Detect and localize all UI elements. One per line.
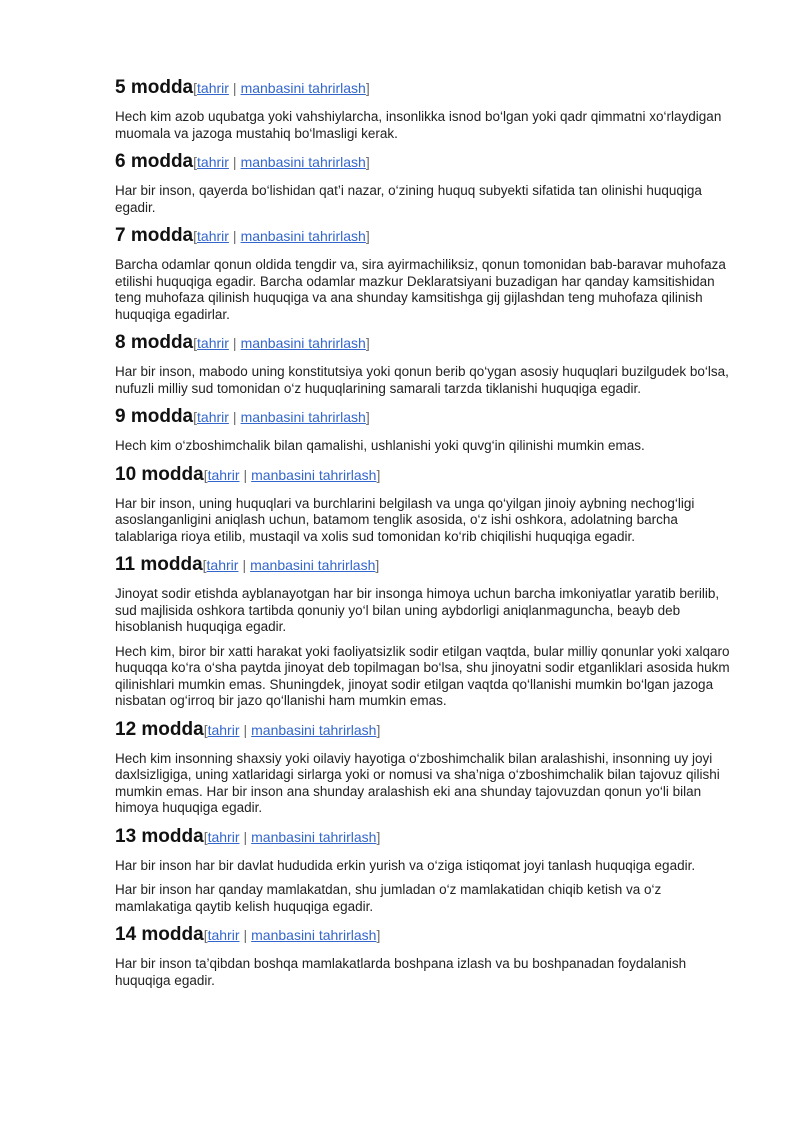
article-title: 11 modda	[115, 554, 203, 575]
edit-links: [tahrir | manbasini tahrirlash]	[202, 557, 380, 573]
edit-links: [tahrir | manbasini tahrirlash]	[203, 721, 381, 738]
article-heading	[115, 331, 735, 355]
article-heading	[115, 224, 735, 248]
article-title: 8 modda	[115, 332, 194, 353]
edit-links: [tahrir | manbasini tahrirlash]	[193, 154, 370, 170]
article-paragraph: Hech kim insonning shaxsiy yoki oilaviy hayotiga o‘zboshimchalik bilan aralashishi, insonning uy joyi daxlsizligiga, uning xatlaridagi sirlarga yoki or nomusi va sha’niga o‘zboshimchalik bilan tajovuz qilishi mumkin emas. Har bir inson ana shunday aralashish eki ana shunday tajovuzdan qonun yo‘li bilan himoya huquqiga egadir.	[115, 750, 720, 815]
article-paragraph: Jinoyat sodir etishda ayblanayotgan har bir insonga himoya uchun barcha imkoniyatlar yaratib berilib, sud majlisida oshkora tartibda qonuniy yo‘l bilan uning aybdorligi aniqlanmaguncha, beayb deb hisoblanish huquqiga egadir.	[115, 586, 720, 634]
edit-source-link[interactable]: manbasini tahrirlash	[250, 557, 376, 573]
edit-link[interactable]: tahrir	[197, 409, 229, 425]
edit-link[interactable]: tahrir	[197, 335, 229, 351]
article-paragraph: Barcha odamlar qonun oldida tengdir va, sira ayirmachiliksiz, qonun tomonidan bab-baravar muhofaza etilishi huquqiga egadir. Barcha odamlar mazkur Deklaratsiyani buzadigan har qanday kamsitishidan teng muhofaza qilinish huquqiga va ana shunday kamsitishga gij gijlashdan teng muhofaza qilinish huquqiga egadirlar.	[115, 257, 726, 322]
article-11	[115, 553, 735, 710]
article-heading	[115, 463, 735, 487]
article-paragraph: Hech kim o‘zboshimchalik bilan qamalishi, ushlanishi yoki quvg‘in qilinishi mumkin emas.	[115, 438, 645, 453]
article-10	[115, 463, 735, 546]
article-paragraph: Hech kim azob uqubatga yoki vahshiylarcha, insonlikka isnod bo‘lgan yoki qadr qimmatni xo‘rlaydigan muomala va jazoga mustahiq bo‘lmasligi kerak.	[115, 109, 722, 141]
document-page	[115, 76, 735, 997]
article-12	[115, 718, 735, 817]
article-heading	[115, 825, 735, 849]
article-heading	[115, 718, 735, 742]
article-title: 12 modda	[115, 718, 204, 740]
article-title: 13 modda	[115, 825, 204, 847]
edit-link[interactable]: tahrir	[197, 80, 229, 96]
article-heading	[115, 150, 735, 174]
article-7	[115, 224, 735, 323]
edit-links: [tahrir | manbasini tahrirlash]	[203, 828, 381, 845]
article-title: 5 modda	[115, 77, 194, 98]
edit-source-link[interactable]: manbasini tahrirlash	[240, 335, 366, 351]
article-paragraph: Har bir inson, mabodo uning konstitutsiya yoki qonun berib qo‘ygan asosiy huquqlari buzilgudek bo‘lsa, nufuzli milliy sud tomonidan o‘z huquqlarining samarali tarzda tiklanishi huquqiga egadir.	[115, 364, 729, 396]
edit-source-link[interactable]: manbasini tahrirlash	[251, 927, 377, 943]
edit-source-link[interactable]: manbasini tahrirlash	[240, 154, 366, 170]
edit-link[interactable]: tahrir	[197, 228, 229, 244]
article-9	[115, 405, 735, 455]
article-paragraph: Har bir inson har bir davlat hududida erkin yurish va o‘ziga istiqomat joyi tanlash huquqiga egadir.	[115, 857, 696, 873]
edit-links: [tahrir | manbasini tahrirlash]	[203, 927, 381, 943]
article-paragraph: Har bir inson, qayerda bo‘lishidan qat’i nazar, o‘zining huquq subyekti sifatida tan olinishi huquqiga egadir.	[115, 183, 702, 215]
article-6	[115, 150, 735, 216]
article-heading	[115, 405, 735, 429]
edit-links: [tahrir | manbasini tahrirlash]	[193, 228, 370, 244]
edit-source-link[interactable]: manbasini tahrirlash	[251, 828, 377, 845]
article-5	[115, 76, 735, 142]
edit-link[interactable]: tahrir	[207, 828, 240, 845]
edit-link[interactable]: tahrir	[207, 466, 240, 483]
article-13	[115, 825, 735, 916]
article-paragraph: Har bir inson, uning huquqlari va burchlarini belgilash va unga qo‘yilgan jinoiy aybning nechog‘ligi asoslanganligini aniqlash uchun, batamom tenglik asosida, o‘z ishi oshkora, adolatning barcha talablariga rioya etilib, mustaqil va xolis sud tomonidan ko‘rib chiqilishi huquqiga egadir.	[115, 495, 695, 544]
article-title: 10 modda	[115, 463, 204, 485]
article-8	[115, 331, 735, 397]
edit-source-link[interactable]: manbasini tahrirlash	[240, 228, 366, 244]
edit-link[interactable]: tahrir	[206, 557, 239, 573]
edit-links: [tahrir | manbasini tahrirlash]	[193, 335, 370, 351]
article-heading	[115, 923, 735, 947]
article-title: 7 modda	[115, 225, 194, 246]
edit-link[interactable]: tahrir	[207, 927, 240, 943]
edit-source-link[interactable]: manbasini tahrirlash	[240, 409, 366, 425]
edit-source-link[interactable]: manbasini tahrirlash	[251, 466, 377, 483]
article-title: 6 modda	[115, 151, 194, 172]
article-paragraph: Har bir inson ta’qibdan boshqa mamlakatlarda boshpana izlash va bu boshpanadan foydalanish huquqiga egadir.	[115, 956, 687, 988]
article-14	[115, 923, 735, 989]
edit-source-link[interactable]: manbasini tahrirlash	[240, 80, 366, 96]
article-paragraph: Har bir inson har qanday mamlakatdan, shu jumladan o‘z mamlakatidan chiqib ketish va o‘z mamlakatiga qaytib kelish huquqiga egadir.	[115, 882, 662, 914]
edit-links: [tahrir | manbasini tahrirlash]	[193, 409, 370, 425]
edit-links: [tahrir | manbasini tahrirlash]	[193, 80, 370, 96]
edit-link[interactable]: tahrir	[207, 721, 240, 738]
edit-link[interactable]: tahrir	[197, 154, 229, 170]
edit-links: [tahrir | manbasini tahrirlash]	[203, 466, 381, 483]
article-title: 9 modda	[115, 406, 194, 427]
article-title: 14 modda	[115, 924, 204, 945]
article-paragraph: Hech kim, biror bir xatti harakat yoki faoliyatsizlik sodir etilgan vaqtda, bular milliy qonunlar yoki xalqaro huquqqa ko‘ra o‘sha paytda jinoyat deb topilmagan bo‘lsa, shu jinoyatni sodir etganliklari asosida hukm qilinishlari mumkin emas. Shuningdek, jinoyat sodir etilgan vaqtda qo‘llanishi mumkin bo‘lgan jazoga nisbatan og‘irroq bir jazo qo‘llanishi ham mumkin emas.	[115, 643, 730, 708]
edit-source-link[interactable]: manbasini tahrirlash	[251, 721, 377, 738]
article-heading	[115, 553, 735, 577]
article-heading	[115, 76, 735, 100]
